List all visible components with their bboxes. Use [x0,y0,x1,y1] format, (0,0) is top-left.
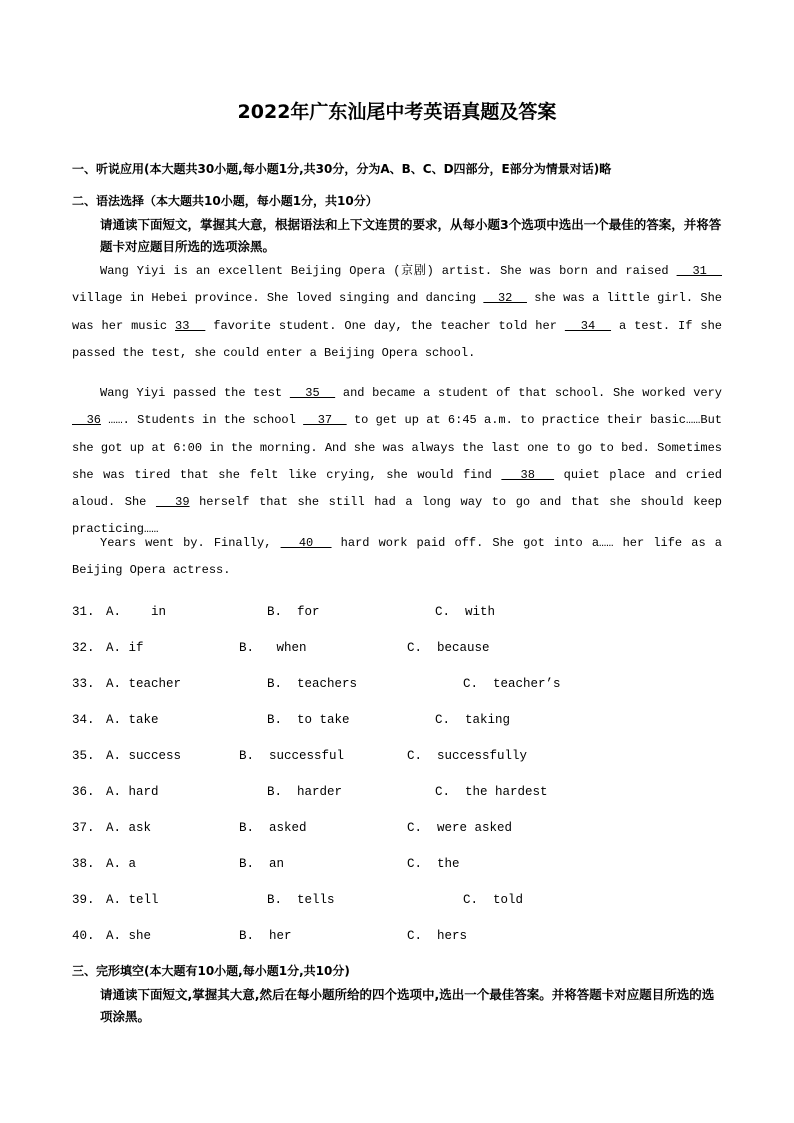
passage-paragraph-1 [72,258,722,367]
option-c: C. hers [407,929,468,943]
option-c: C. told [463,893,524,907]
option-c: C. successfully [407,749,528,763]
passage-text: herself that she still had a long way to go and that she should keep practicing…… [72,495,723,537]
passage-text: Wang Yiyi passed the test [100,386,290,400]
answer-blank: 36 [72,413,101,428]
option-a: A. hard [106,785,159,799]
passage-text: Years went by. Finally, [100,536,281,550]
option-c: C. the [407,857,460,871]
passage-text: village in Hebei province. She loved singing and dancing [72,291,484,306]
option-b: B. harder [267,785,343,799]
passage-paragraph-2 [72,380,722,544]
answer-blank: 34 [564,318,612,333]
option-c: C. were asked [407,821,513,835]
question-number: 36. [72,785,95,799]
option-a: A. success [106,749,182,763]
question-number: 35. [72,749,95,763]
answer-blank: 32 [483,291,527,306]
option-c: C. the hardest [435,785,548,799]
passage-text: hard work paid off. She got into a…… her life as a Beijing Opera actress. [72,536,723,578]
option-b: B. when [239,641,307,655]
option-b: B. tells [267,893,335,907]
passage-text: and became a student of that school. She worked very [335,386,723,400]
passage-paragraph-3 [72,530,722,585]
option-b: B. asked [239,821,307,835]
option-a: A. take [106,713,159,727]
option-c: C. because [407,641,490,655]
section2-instruction: 请通读下面短文，掌握其大意，根据语法和上下文连贯的要求，从每小题3个选项中选出一个最佳的答案，并将答题卡对应题目所选的选项涂黑。 [100,217,722,254]
answer-blank: 31 [676,264,722,278]
option-a: A. a [106,857,137,871]
answer-blank: 33 [175,318,206,333]
question-number: 32. [72,641,95,655]
question-number: 33. [72,677,95,691]
question-number: 34. [72,713,95,727]
option-a: A. teacher [106,677,182,691]
answer-blank: 40 [280,536,332,550]
section1-heading: 一、听说应用(本大题共30小题,每小题1分,共30分，分为A、B、C、D四部分，E部分为情景对话)略 [72,162,612,176]
passage-text: Wang Yiyi is an excellent Beijing Opera (京剧) artist. She was born and raised [100,264,677,278]
option-a: A. ask [106,821,152,835]
option-a: A. in [106,605,167,619]
option-c: C. teacher’s [463,677,561,691]
section3-instruction: 请通读下面短文,掌握其大意,然后在每小题所给的四个选项中,选出一个最佳答案。并将答题卡对应题目所选的选项涂黑。 [100,987,715,1024]
section2-heading: 二、语法选择（本大题共10小题，每小题1分，共10分） [72,194,378,208]
option-b: B. her [239,929,292,943]
passage-text: she was a little girl. She was her music [72,291,722,333]
option-a: A. she [106,929,152,943]
page-title: 2022年广东汕尾中考英语真题及答案 [237,101,557,123]
option-b: B. successful [239,749,345,763]
option-a: A. tell [106,893,159,907]
question-number: 40. [72,929,95,943]
answer-blank: 38 [501,467,555,482]
question-number: 37. [72,821,95,835]
option-b: B. to take [267,713,350,727]
passage-text: ……. Students in the school [100,413,304,428]
passage-text: favorite student. One day, the teacher told her [205,318,565,333]
option-a: A. if [106,641,144,655]
question-number: 38. [72,857,95,871]
option-c: C. taking [435,713,511,727]
answer-blank: 35 [289,386,336,400]
section3-heading: 三、完形填空(本大题有10小题,每小题1分,共10分) [72,964,350,978]
question-number: 31. [72,605,95,619]
passage-text: to get up at 6:45 a.m. to practice their basic……But she got up at 6:00 in the morning. And she was always the last one to go to bed. Sometimes she was tired that she felt like crying, she would find [72,413,722,482]
answer-blank: 39 [155,495,190,510]
option-c: C. with [435,605,496,619]
question-number: 39. [72,893,95,907]
option-b: B. for [267,605,320,619]
passage-text: quiet place and cried aloud. She [72,467,722,510]
passage-text: a test. If she passed the test, she could enter a Beijing Opera school. [72,318,723,360]
answer-blank: 37 [303,413,347,428]
option-b: B. an [239,857,285,871]
option-b: B. teachers [267,677,358,691]
